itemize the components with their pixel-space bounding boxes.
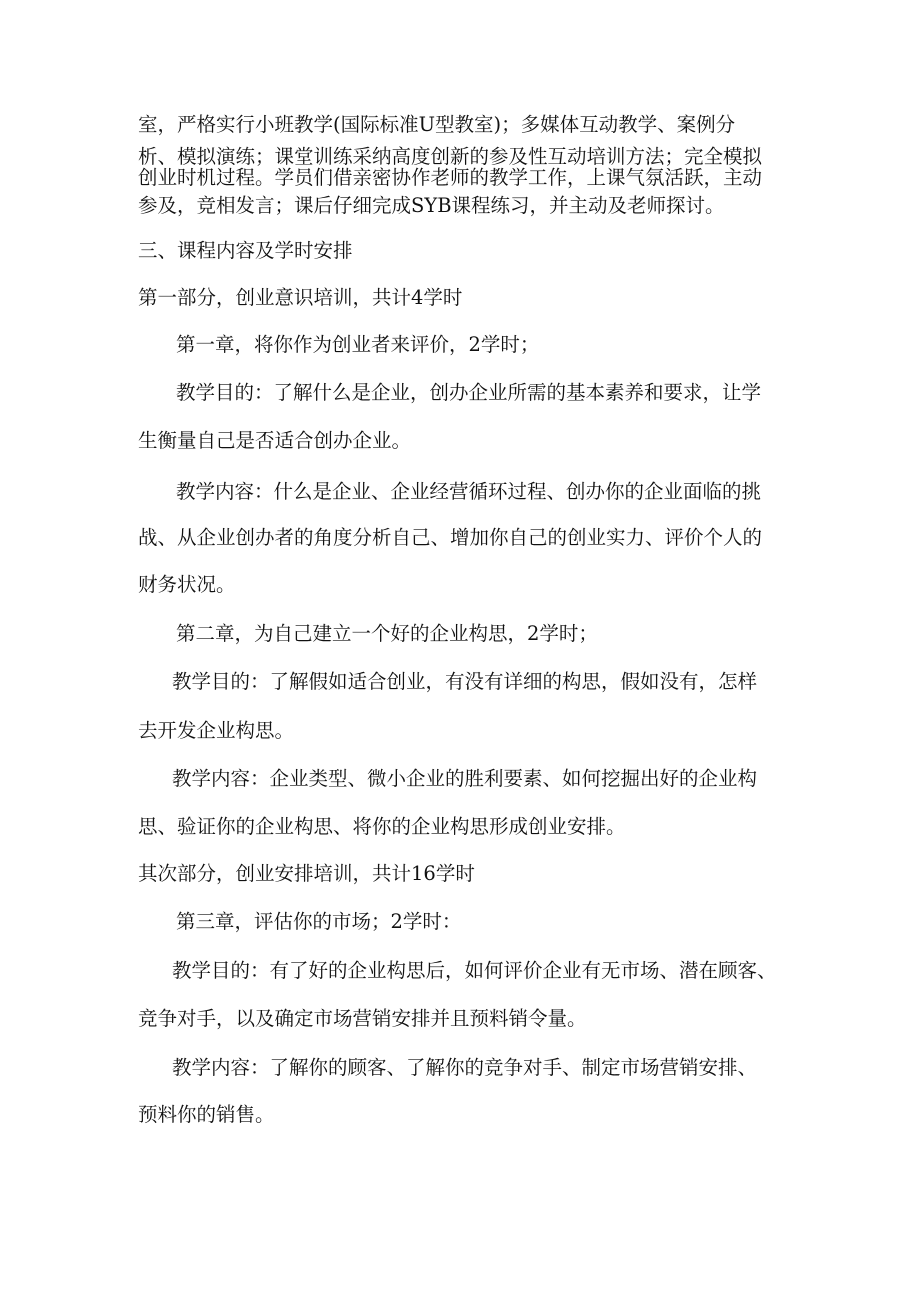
teaching-goal-line: 去开发企业构思。 xyxy=(138,719,295,742)
paragraph-line: 创业时机过程。学员们借亲密协作老师的教学工作，上课气氛活跃，主动 xyxy=(138,166,763,189)
teaching-content-line: 教学内容：企业类型、微小企业的胜利要素、如何挖掘出好的企业构 xyxy=(172,767,758,790)
chapter-title: 第三章，评估你的市场；2学时： xyxy=(176,910,462,933)
teaching-content-line: 财务状况。 xyxy=(138,573,236,596)
paragraph-line: 室，严格实行小班教学(国际标准U型教室)；多媒体互动教学、案例分 xyxy=(138,113,736,136)
teaching-content-line: 教学内容：了解你的顾客、了解你的竞争对手、制定市场营销安排、 xyxy=(172,1056,758,1079)
section-heading: 三、课程内容及学时安排 xyxy=(138,239,353,262)
chapter-title: 第二章，为自己建立一个好的企业构思，2学时； xyxy=(176,622,598,645)
teaching-content-line: 战、从企业创办者的角度分析自己、增加你自己的创业实力、评价个人的 xyxy=(138,526,763,549)
teaching-content-line: 预料你的销售。 xyxy=(138,1103,275,1126)
paragraph-line: 析、模拟演练；课堂训练采纳高度创新的参及性互动培训方法；完全模拟 xyxy=(138,145,763,168)
teaching-goal-line: 教学目的：了解什么是企业，创办企业所需的基本素养和要求，让学 xyxy=(176,381,762,404)
teaching-goal-line: 竞争对手，以及确定市场营销安排并且预料销令量。 xyxy=(138,1007,587,1030)
teaching-goal-line: 教学目的：了解假如适合创业，有没有详细的构思，假如没有，怎样 xyxy=(172,670,758,693)
part-title: 第一部分，创业意识培训，共计4学时 xyxy=(138,286,463,309)
teaching-goal-line: 生衡量自己是否适合创办企业。 xyxy=(138,429,412,452)
chapter-title: 第一章，将你作为创业者来评价，2学时； xyxy=(176,333,540,356)
part-title: 其次部分，创业安排培训，共计16学时 xyxy=(138,862,475,885)
paragraph-line: 参及，竞相发言；课后仔细完成SYB课程练习，并主动及老师探讨。 xyxy=(138,194,725,217)
teaching-content-line: 教学内容：什么是企业、企业经营循环过程、创办你的企业面临的挑 xyxy=(176,480,762,503)
teaching-content-line: 思、验证你的企业构思、将你的企业构思形成创业安排。 xyxy=(138,815,626,838)
teaching-goal-line: 教学目的：有了好的企业构思后，如何评价企业有无市场、潜在顾客、 xyxy=(172,959,777,982)
